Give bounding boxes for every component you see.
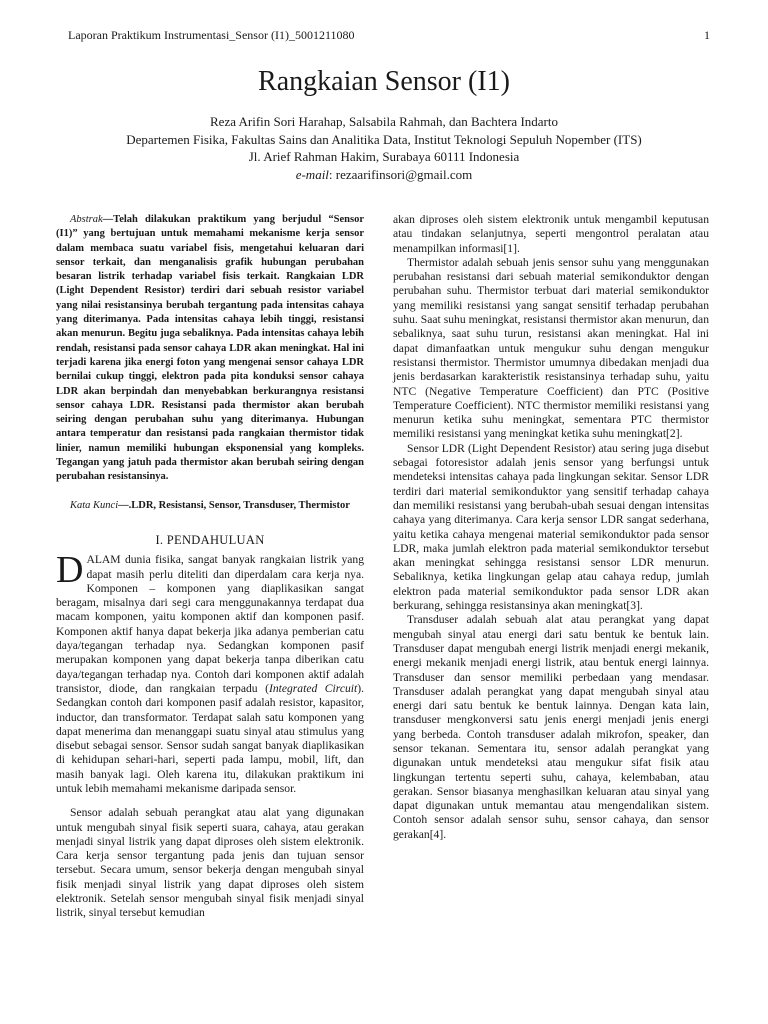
abstract-text: —Telah dilakukan praktikum yang berjudul “Sensor (I1)” yang bertujuan untuk memahami mekanisme kerja sensor dalam membaca suatu variabel fisis, mengetahui keluaran dari sensor terkait, dan menganalisis grafik hubungan perubahan besaran listrik terhadap variabel fisis terkait. Rangkaian LDR (Light Dependent Resistor) terdiri dari sebuah resistor variabel yang nilai resistansinya berubah tergantung pada intensitas cahaya yang diterimanya. Pada intensitas cahaya lebih tinggi, resistansi akan menurun. Begitu juga sebaliknya. Pada intensitas cahaya lebih rendah, resistansi pada sensor cahaya LDR akan meningkat. Hal ini terjadi karena jika energi foton yang mengenai sensor cahaya LDR bernilai cukup tinggi, elektron pada pita konduksi sensor cahaya LDR akan berpindah dan menyebabkan berkurangnya resistansi sensor cahaya LDR. Resistansi pada thermistor akan berubah seiring dengan perubahan suhu yang diterimanya. Hubungan antara temperatur dan resistansi pada rangkaian thermistor tidak linier, namun memiliki hubungan eksponensial yang kompleks. Tegangan yang jatuh pada thermistor akan berubah seiring dengan perubahan resistansinya. (56, 214, 364, 483)
left-column (56, 213, 364, 921)
running-header (68, 28, 710, 43)
author-names: Reza Arifin Sori Harahap, Salsabila Rahmah, dan Bachtera Indarto (210, 114, 558, 129)
intro-p1-part1: ALAM dunia fisika, sangat banyak rangkaian listrik yang dapat masih perlu diteliti dan diperdalam cara kerja nya. Komponen – komponen yang diaplikasikan sangat beragam, misalnya dari segi cara menggunakannya terdapat dua macam komponen, yaitu komponen aktif dan komponen pasif. Komponen aktif hanya dapat bekerja jika adanya pemberian catu daya/tegangan terhadap nya. Sedangkan komponen pasif merupakan komponen yang dapat bekerja tanpa diberikan catu daya/tegangan terhadap nya. Contoh dari komponen aktif adalah transistor, diode, dan rangkaian terpadu ( (56, 553, 364, 695)
keywords-text: —.LDR, Resistansi, Sensor, Transduser, Thermistor (118, 499, 350, 511)
right-column (393, 213, 709, 842)
abstract-lead: Abstrak (70, 214, 103, 225)
intro-paragraph-1 (56, 549, 364, 796)
paragraph-transduser: Transduser adalah sebuah alat atau perangkat yang dapat mengubah sinyal atau energi dari satu bentuk ke bentuk lain. Transduser dapat mengubah energi listrik menjadi energi mekanik, energi mekanik menjadi energi listrik, atau bentuk energi lainnya. Transduser dan sensor memiliki perbedaan yang mendasar. Transduser adalah perangkat yang dapat mengubah sinyal atau energi dari satu bentuk ke bentuk lainnya. Dengan kata lain, transduser mengkonversi satu jenis energi menjadi jenis energi yang berbeda. Contoh transduser adalah mikrofon, speaker, dan sensor tekanan. Sementara itu, sensor adalah perangkat yang digunakan untuk mendeteksi atau mengukur sifat fisik atau lingkungan tertentu seperti suhu, cahaya, kelembaban, atau gerakan. Sensor biasanya menghasilkan keluaran atau sinyal yang dapat digunakan untuk memantau atau mengendalikan sistem. Contoh sensor adalah sensor suhu, sensor cahaya, dan sensor gerakan[4]. (393, 613, 709, 841)
section-heading-introduction: I. PENDAHULUAN (155, 532, 265, 547)
author-email: : rezaarifinsori@gmail.com (328, 166, 473, 182)
running-title: Laporan Praktikum Instrumentasi_Sensor (I1)_5001211080 (68, 28, 355, 42)
paragraph-thermistor: Thermistor adalah sebuah jenis sensor suhu yang menggunakan perubahan resistansi dari sebuah material semikonduktor dengan perubahan suhu. Thermistor terbuat dari material semikonduktor yang memiliki resistansi yang sangat sensitif terhadap perubahan suhu. Saat suhu meningkat, resistansi thermistor akan menurun, dan sebaliknya, saat suhu turun, resistansi akan meningkat. Hal ini dapat dimanfaatkan untuk mengukur suhu dengan mengukur resistansi thermistor. Thermistor umumnya dibedakan menjadi dua jenis berdasarkan karakteristik resistansinya terhadap suhu, yaitu NTC (Negative Temperature Coefficient) dan PTC (Positive Temperature Coefficient). NTC thermistor memiliki resistansi yang menurun ketika suhu meningkat, sementara PTC thermistor memiliki resistansi yang meningkat ketika suhu meningkat[2]. (393, 255, 709, 441)
paper-title: Rangkaian Sensor (I1) (258, 66, 510, 97)
keywords (56, 499, 364, 513)
intro-p1-part2: ). Sedangkan contoh dari komponen pasif adalah resistor, kapasitor, inductor, dan transformator. Terdapat salah satu komponen yang dapat menerima dan menanggapi suatu sinyal atau stimulus yang disebut sebagai sensor. Sensor sudah sangat banyak diaplikasikan di kehidupan sehari-hari, seperti pada lampu, mobil, lift, dan masih banyak lagi. Oleh karena itu, dilakukan praktikum ini untuk lebih memahami mekanisme daripada sensor. (56, 681, 364, 795)
abstract (56, 213, 364, 485)
paragraph-ldr: Sensor LDR (Light Dependent Resistor) atau sering juga disebut sebagai fotoresistor adalah jenis sensor yang berfungsi untuk mendeteksi intensitas cahaya pada lingkungan sekitar. Sensor LDR terdiri dari material semikonduktor yang sensitif terhadap cahaya dan memiliki resistansi yang berubah-ubah sesuai dengan intensitas cahaya yang diterimanya. Cara kerja sensor LDR sangat sederhana, yaitu ketika cahaya mengenai material semikonduktor pada sensor LDR, maka jumlah elektron pada material semikonduktor tersebut akan meningkat sehingga resistansi sensor LDR menurun. Sebaliknya, ketika lingkungan gelap atau cahaya redup, jumlah elektron pada material semikonduktor pada sensor LDR akan berkurang, sehingga resistansinya akan meningkat[3]. (393, 441, 709, 613)
keywords-lead: Kata Kunci (70, 499, 119, 511)
author-email-line (0, 166, 768, 184)
paragraph-continuation: akan diproses oleh sistem elektronik untuk mengambil keputusan atau tindakan selanjutnya, seperti mengontrol peralatan atau menampilkan informasi[1]. (393, 213, 709, 255)
author-address: Jl. Arief Rahman Hakim, Surabaya 60111 Indonesia (248, 149, 520, 164)
page-number: 1 (704, 28, 710, 42)
intro-paragraph-2: Sensor adalah sebuah perangkat atau alat yang digunakan untuk mengubah sinyal fisik seperti suara, cahaya, atau gerakan menjadi sinyal listrik yang dapat diproses oleh sistem elektronik. Cara kerja sensor tergantung pada jenis dan tujuan sensor tersebut. Secara umum, sensor bekerja dengan mengubah sinyal fisik menjadi sinyal listrik yang dapat diproses oleh sistem elektronik. Setelah sensor mengubah sinyal fisik menjadi sinyal listrik, sinyal tersebut kemudian (56, 806, 364, 920)
author-affiliation: Departemen Fisika, Fakultas Sains dan Analitika Data, Institut Teknologi Sepuluh Nopember (ITS) (126, 131, 642, 147)
intro-p1-italic-term: Integrated Circuit (268, 681, 358, 695)
author-block (0, 113, 768, 183)
drop-cap: D (56, 549, 84, 592)
email-label: e-mail (295, 166, 329, 182)
